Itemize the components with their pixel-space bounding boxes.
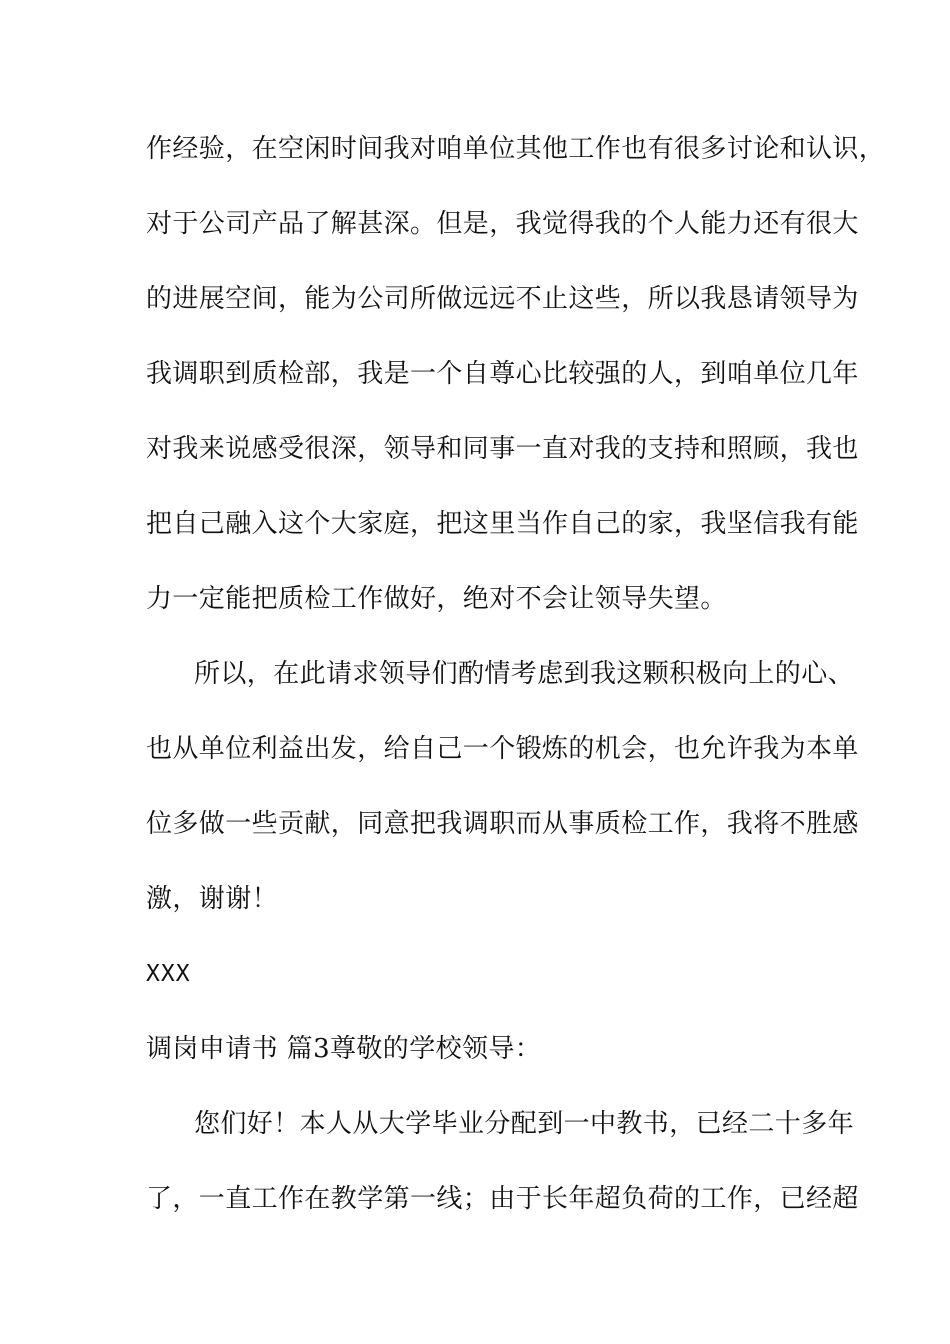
paragraph-line: 力一定能把质检工作做好，绝对不会让领导失望。 [146, 584, 727, 614]
paragraph-line: 了，一直工作在教学第一线；由于长年超负荷的工作，已经超 [146, 1184, 859, 1214]
paragraph-first-line: 所以，在此请求领导们酌情考虑到我这颗积极向上的心、 [194, 659, 855, 689]
paragraph-line: 位多做一些贡献，同意把我调职而从事质检工作，我将不胜感 [146, 809, 859, 839]
paragraph-line: 我调职到质检部，我是一个自尊心比较强的人，到咱单位几年 [146, 359, 859, 389]
paragraph-line: 也从单位利益出发，给自己一个锻炼的机会，也允许我为本单 [146, 734, 859, 764]
paragraph-first-line: 您们好！本人从大学毕业分配到一中教书，已经二十多年 [194, 1109, 855, 1139]
section-heading: 调岗申请书 篇3尊敬的学校领导： [146, 1034, 542, 1064]
paragraph-line: 作经验，在空闲时间我对咱单位其他工作也有很多讨论和认识， [146, 134, 886, 164]
signature-line: XXX [146, 961, 191, 987]
paragraph-line: 对于公司产品了解甚深。但是，我觉得我的个人能力还有很大 [146, 209, 859, 239]
paragraph-line: 的进展空间，能为公司所做远远不止这些，所以我恳请领导为 [146, 284, 859, 314]
paragraph-line: 激，谢谢！ [146, 884, 279, 914]
paragraph-line: 把自己融入这个大家庭，把这里当作自己的家，我坚信我有能 [146, 509, 859, 539]
paragraph-line: 对我来说感受很深，领导和同事一直对我的支持和照顾，我也 [146, 434, 859, 464]
